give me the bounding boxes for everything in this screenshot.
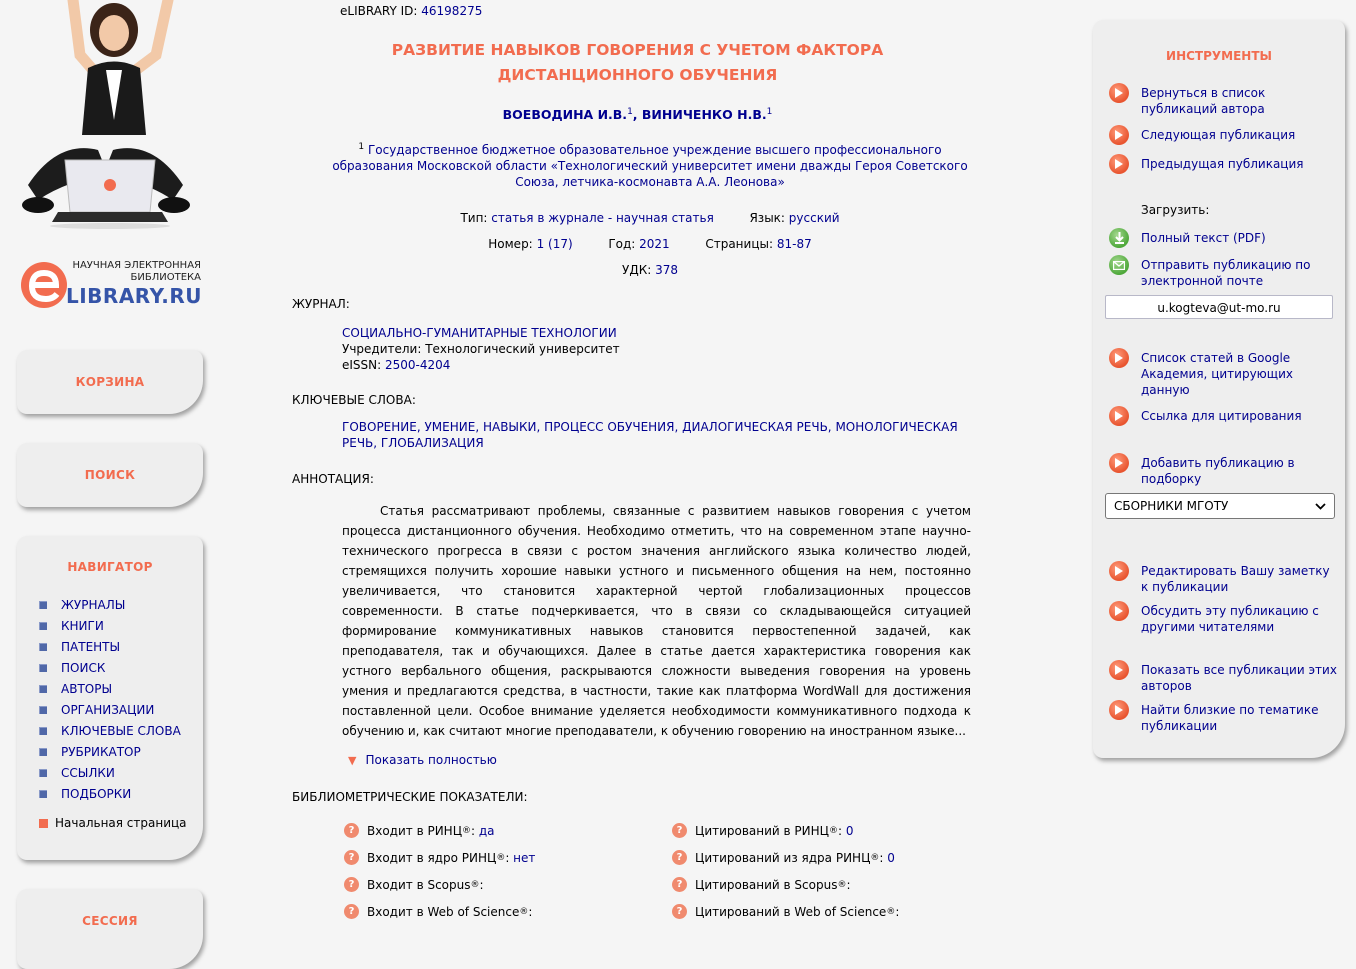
journal-founders: Учредители: Технологический университет (342, 342, 620, 356)
page-title (290, 38, 985, 88)
elibrary-id-row (340, 4, 482, 18)
tools-panel (1093, 20, 1345, 758)
tool-label: Редактировать Вашу заметку к публикации (1141, 564, 1330, 594)
home-page-label: Начальная страница (55, 816, 187, 830)
nav-item-search[interactable] (39, 657, 203, 678)
home-page-link[interactable] (17, 816, 203, 830)
tool-label: Вернуться в список публикаций автора (1141, 86, 1266, 116)
reg-mark: ® (837, 879, 847, 890)
download-label: Загрузить: (1141, 203, 1210, 217)
cart-button[interactable] (17, 350, 203, 414)
play-icon (1109, 406, 1129, 426)
nav-item-organizations[interactable] (39, 699, 203, 720)
nav-link[interactable]: ОРГАНИЗАЦИИ (61, 702, 155, 717)
mail-icon (1109, 255, 1129, 275)
affiliation-text: Государственное бюджетное образовательное учреждение высшего профессионального образования Московской области «Технологический университет имени дважды Героя Советского Союза, летчика-космонавта А.А. Леонова» (332, 143, 968, 189)
tool-label: Список статей в Google Академия, цитирующих данную (1141, 351, 1293, 397)
keyword-link[interactable]: МОНОЛОГИЧЕСКАЯ РЕЧЬ (342, 420, 958, 450)
journal-block (342, 325, 620, 373)
nav-link[interactable]: ПОИСК (61, 660, 106, 675)
keyword-link[interactable]: ГОВОРЕНИЕ (342, 420, 417, 434)
keywords-list: ГОВОРЕНИЕ, УМЕНИЕ, НАВЫКИ, ПРОЦЕСС ОБУЧЕНИЯ, ДИАЛОГИЧЕСКАЯ РЕЧЬ, МОНОЛОГИЧЕСКАЯ РЕЧЬ, ГЛОБАЛИЗАЦИЯ (342, 420, 958, 450)
meta-type-row (290, 211, 1010, 225)
nav-link[interactable]: ЖУРНАЛЫ (61, 597, 126, 612)
email-field[interactable]: u.kogteva@ut-mo.ru (1105, 295, 1333, 319)
type-label: Тип: (460, 211, 488, 225)
play-icon (1109, 348, 1129, 368)
nav-link[interactable]: КНИГИ (61, 618, 104, 633)
home-bullet-icon (39, 819, 48, 828)
number-label: Номер: (488, 237, 533, 251)
year-label: Год: (608, 237, 636, 251)
play-icon (1109, 660, 1129, 680)
biblio-label: Входит в РИНЦ (367, 823, 463, 838)
help-icon[interactable]: ? (344, 904, 359, 919)
tool-label: Обсудить эту публикацию с другими читателями (1141, 604, 1319, 634)
help-icon[interactable]: ? (344, 823, 359, 838)
search-button[interactable] (17, 443, 203, 507)
collection-selected-value: СБОРНИКИ МГОТУ (1114, 499, 1229, 513)
nav-link[interactable]: АВТОРЫ (61, 681, 113, 696)
next-publication[interactable] (1109, 127, 1339, 145)
keyword-link[interactable]: ПРОЦЕСС ОБУЧЕНИЯ (544, 420, 675, 434)
nav-bullet-icon (39, 748, 47, 756)
show-full-link[interactable] (348, 753, 497, 767)
play-icon (1109, 83, 1129, 103)
help-icon[interactable]: ? (672, 823, 687, 838)
keyword-link[interactable]: УМЕНИЕ (424, 420, 476, 434)
affiliation-sup: 1 (358, 142, 365, 152)
nav-link[interactable]: ПАТЕНТЫ (61, 639, 121, 654)
elibrary-id-label: eLIBRARY ID: (340, 4, 418, 18)
annotation-text: Статья рассматривают проблемы, связанные с развитием навыков говорения с учетом процесса дистанционного обучения. Необходимо отметить, что на современном этапе научно-технического прогресса в связи с ростом значения английского языка количество людей, стремящихся получить хорошие навыки устного и письменного общения на нем, постоянно увеличивается, что становится характерной чертой глобализационных процессов современности. В статье подчеркивается, что в связи со складывающейся ситуацией формирование коммуникативных навыков становится первостепенной задачей, как преподавателя, так и обучающихся. Далее в статье дается характеристика говорения как устного вербального общения, раскрываются сложности выведения говорения на уровень умения и предлагаются средства, в частности, такие как платформа WordWall для достижения поставленной цели. Особое внимание уделяется необходимости коммуникативного подхода к обучению и, как считают многие преподаватели, к обучению говорению на иностранном языке... (342, 504, 971, 738)
nav-item-authors[interactable] (39, 678, 203, 699)
previous-publication[interactable] (1109, 156, 1339, 174)
citation-link[interactable] (1109, 408, 1339, 426)
nav-bullet-icon (39, 601, 47, 609)
play-icon (1109, 125, 1129, 145)
affiliation[interactable] (330, 139, 970, 190)
logo-e-icon (20, 259, 68, 311)
nav-item-keywords[interactable] (39, 720, 203, 741)
nav-bullet-icon (39, 664, 47, 672)
play-icon (1109, 601, 1129, 621)
reg-mark: ® (870, 852, 880, 863)
cites-value[interactable]: 0 (887, 850, 895, 865)
nav-item-collections[interactable] (39, 783, 203, 804)
udk-label: УДК: (622, 263, 652, 277)
biblio-rinc-core: ? Входит в ядро РИНЦ ® : нет (344, 850, 535, 865)
search-label: ПОИСК (84, 468, 136, 482)
chevron-down-icon (1315, 503, 1326, 510)
tool-label: Следующая публикация (1141, 128, 1296, 142)
nav-item-books[interactable] (39, 615, 203, 636)
author-link[interactable] (642, 107, 772, 122)
nav-item-journals[interactable] (39, 594, 203, 615)
nav-item-rubricator[interactable] (39, 741, 203, 762)
reg-mark: ® (829, 825, 838, 836)
lang-value: русский (788, 211, 840, 225)
collection-select[interactable] (1105, 493, 1335, 519)
tool-label: Найти близкие по тематике публикации (1141, 703, 1319, 733)
pages-value: 81-87 (776, 237, 812, 251)
cart-label: КОРЗИНА (75, 375, 145, 389)
elibrary-logo[interactable] (20, 255, 210, 315)
keyword-link[interactable]: ГЛОБАЛИЗАЦИЯ (380, 436, 484, 450)
author-sup: 1 (627, 107, 633, 117)
cites-label: Цитирований в Scopus (695, 877, 838, 892)
play-icon (1109, 154, 1129, 174)
biblio-scopus: ? Входит в Scopus ® : (344, 877, 484, 892)
annotation-heading: АННОТАЦИЯ: (292, 472, 374, 486)
play-icon (1109, 700, 1129, 720)
download-icon (1109, 228, 1129, 248)
cites-wos: ? Цитирований в Web of Science ® : (672, 904, 899, 919)
type-value: статья в журнале - научная статья (491, 211, 714, 225)
reg-mark: ® (462, 825, 472, 836)
cites-label: Цитирований в Web of Science (695, 904, 887, 919)
edit-note[interactable] (1109, 563, 1339, 595)
keyword-link[interactable]: НАВЫКИ (482, 420, 537, 434)
session-title: СЕССИЯ (82, 914, 138, 928)
nav-item-patents[interactable] (39, 636, 203, 657)
meta-issue-row (290, 237, 1010, 251)
help-icon[interactable]: ? (344, 850, 359, 865)
google-scholar-citations[interactable] (1109, 350, 1339, 398)
year-value: 2021 (639, 237, 670, 251)
navigator-panel (17, 536, 203, 860)
title-line1: РАЗВИТИЕ НАВЫКОВ ГОВОРЕНИЯ С УЧЕТОМ ФАКТОРА (391, 41, 884, 59)
back-to-author-list[interactable] (1109, 85, 1339, 117)
tools-title: ИНСТРУМЕНТЫ (1166, 49, 1272, 63)
hero-illustration (18, 0, 193, 230)
find-similar[interactable] (1109, 702, 1339, 734)
nav-bullet-icon (39, 643, 47, 651)
cites-label: Цитирований в РИНЦ (695, 823, 829, 838)
session-panel (17, 889, 203, 969)
eissn-label: eISSN: (342, 358, 382, 372)
udk-value: 378 (655, 263, 678, 277)
play-icon (1109, 453, 1129, 473)
lang-label: Язык: (749, 211, 785, 225)
pages-label: Страницы: (705, 237, 774, 251)
cites-rinc-core: ? Цитирований из ядра РИНЦ ® : 0 (672, 850, 895, 865)
journal-heading: ЖУРНАЛ: (292, 297, 350, 311)
author-name: ВОЕВОДИНА И.В. (502, 107, 628, 123)
nav-link[interactable]: ПОДБОРКИ (61, 786, 132, 801)
biblio-label: Входит в Web of Science (367, 904, 520, 919)
biblio-value: нет (513, 850, 536, 865)
biblio-rinc: ? Входит в РИНЦ ® : да (344, 823, 495, 838)
bibliometrics-heading: БИБЛИОМЕТРИЧЕСКИЕ ПОКАЗАТЕЛИ: (292, 790, 528, 804)
triangle-down-icon: ▼ (348, 753, 357, 767)
nav-bullet-icon (39, 727, 47, 735)
tool-label: Показать все публикации этих авторов (1141, 663, 1337, 693)
logo-line1: НАУЧНАЯ ЭЛЕКТРОННАЯ (72, 260, 201, 271)
nav-bullet-icon (39, 685, 47, 693)
tool-label: Предыдущая публикация (1141, 157, 1304, 171)
keyword-link[interactable]: ДИАЛОГИЧЕСКАЯ РЕЧЬ (682, 420, 828, 434)
cites-rinc: ? Цитирований в РИНЦ ® : 0 (672, 823, 854, 838)
eissn-value: 2500-4204 (385, 358, 451, 372)
left-sidebar (0, 0, 230, 928)
tool-label: Отправить публикацию по электронной почте (1141, 258, 1311, 288)
reg-mark: ® (470, 879, 480, 890)
logo-line2: БИБЛИОТЕКА (130, 272, 201, 283)
add-to-collection[interactable] (1109, 455, 1339, 487)
help-icon[interactable]: ? (672, 904, 687, 919)
play-icon (1109, 561, 1129, 581)
nav-link[interactable]: КЛЮЧЕВЫЕ СЛОВА (61, 723, 181, 738)
keywords-heading: КЛЮЧЕВЫЕ СЛОВА: (292, 393, 416, 407)
help-icon[interactable]: ? (344, 877, 359, 892)
logo-caption (67, 260, 201, 284)
biblio-wos: ? Входит в Web of Science ® : (344, 904, 532, 919)
reg-mark: ® (496, 852, 506, 863)
title-line2: ДИСТАНЦИОННОГО ОБУЧЕНИЯ (497, 66, 778, 84)
nav-item-references[interactable] (39, 762, 203, 783)
biblio-label: Входит в Scopus (367, 877, 471, 892)
nav-link[interactable]: РУБРИКАТОР (61, 744, 141, 759)
nav-link[interactable]: ССЫЛКИ (61, 765, 115, 780)
meta-udk-row (290, 263, 1010, 277)
full-text-pdf[interactable] (1109, 230, 1339, 248)
number-value[interactable]: 1 (17) (536, 237, 573, 251)
cites-value[interactable]: 0 (845, 823, 854, 838)
reg-mark: ® (519, 906, 529, 917)
send-by-email[interactable] (1109, 257, 1339, 289)
help-icon[interactable]: ? (672, 877, 687, 892)
show-full-label: Показать полностью (365, 753, 497, 767)
logo-brand: LIBRARY.RU (66, 284, 203, 308)
help-icon[interactable]: ? (672, 850, 687, 865)
show-author-publications[interactable] (1109, 662, 1339, 694)
authors-row: ВОЕВОДИНА И.В.$^1$, ВИНИЧЕНКО Н.В.$^1$ (502, 107, 773, 123)
nav-bullet-icon (39, 622, 47, 630)
discuss-publication[interactable] (1109, 603, 1339, 635)
author-link[interactable] (503, 107, 633, 122)
author-sup: 1 (766, 107, 773, 117)
nav-bullet-icon (39, 706, 47, 714)
nav-bullet-icon (39, 769, 47, 777)
tool-label: Полный текст (PDF) (1141, 231, 1266, 245)
cites-scopus: ? Цитирований в Scopus ® : (672, 877, 851, 892)
reg-mark: ® (886, 906, 896, 917)
journal-link[interactable]: СОЦИАЛЬНО-ГУМАНИТАРНЫЕ ТЕХНОЛОГИИ (342, 326, 617, 340)
tool-label: Добавить публикацию в подборку (1141, 456, 1295, 486)
cites-label: Цитирований из ядра РИНЦ (695, 850, 871, 865)
navigator-list (17, 594, 203, 804)
navigator-title: НАВИГАТОР (67, 560, 153, 574)
biblio-value: да (478, 823, 495, 838)
author-name: ВИНИЧЕНКО Н.В. (641, 107, 767, 123)
tool-label: Ссылка для цитирования (1141, 409, 1302, 423)
nav-bullet-icon (39, 790, 47, 798)
elibrary-id-value[interactable]: 46198275 (421, 4, 483, 18)
biblio-label: Входит в ядро РИНЦ (367, 850, 497, 865)
